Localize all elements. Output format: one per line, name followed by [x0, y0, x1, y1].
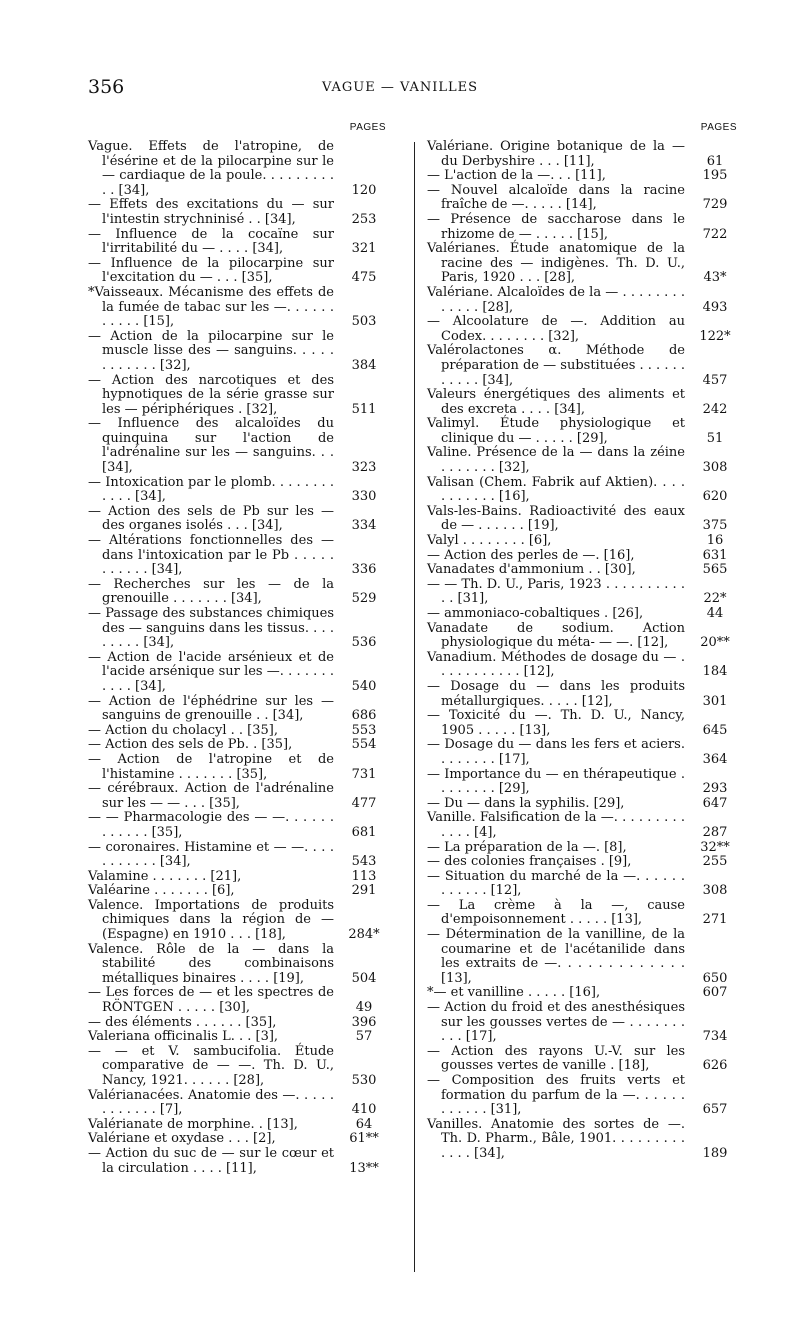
- entry-page-number: 44: [706, 606, 724, 621]
- entry-page-number: 734: [702, 1029, 728, 1045]
- entry-text: Valéarine . . . . . . . [6],: [88, 883, 235, 899]
- entry-page-number: 113: [351, 868, 377, 884]
- entry-page-number: 511: [351, 401, 377, 417]
- index-entry: [88, 884, 386, 899]
- entry-page-number: 475: [351, 270, 377, 286]
- index-entry: [427, 286, 737, 315]
- entry-text: — Effets des excitations du — sur l'intestin strychninisé . . [34],: [88, 197, 334, 227]
- entry-text: — Du — dans la syphilis. [29],: [427, 795, 625, 811]
- entry-text: — cérébraux. Action de l'adrénaline sur les — — . . . [35],: [88, 781, 334, 811]
- index-entry: [88, 1132, 386, 1147]
- entry-page-number: 722: [702, 226, 728, 242]
- entry-page-number: 410: [351, 1102, 377, 1118]
- entry-list-right: [427, 140, 737, 1162]
- index-entry: [88, 578, 386, 607]
- index-entry: [427, 563, 737, 578]
- entry-text: — Action de l'acide arsénieux et de l'acide arsénique sur les —. . . . . . . . . . . [34],: [88, 649, 334, 694]
- entry-text: — Influence des alcaloïdes du quinquina sur l'action de l'adrénaline sur les — sanguins. . . [34],: [88, 416, 334, 476]
- running-title: VAGUE — VANILLES: [321, 80, 479, 95]
- entry-text: — Passage des substances chimiques des — sanguins dans les tissus. . . . . . . . . [34],: [88, 606, 334, 651]
- index-entry: [88, 899, 386, 943]
- index-entry: [88, 986, 386, 1015]
- index-entry: [88, 695, 386, 724]
- entry-text: Valamine . . . . . . . [21],: [88, 868, 242, 884]
- index-entry: [427, 841, 737, 856]
- entry-page-number: 308: [702, 460, 728, 476]
- index-entry: [427, 534, 737, 549]
- entry-page-number: 650: [702, 970, 728, 986]
- pages-label: PAGES: [700, 122, 737, 133]
- entry-page-number: 330: [351, 489, 377, 505]
- index-entry: [88, 1147, 386, 1176]
- index-entry: [88, 257, 386, 286]
- entry-text: — des éléments . . . . . . [35],: [88, 1014, 277, 1030]
- index-entry: [88, 1118, 386, 1133]
- entry-page-number: 195: [702, 168, 728, 184]
- entry-text: Valence. Rôle de la — dans la stabilité des combinaisons métalliques binaires . . . . [19],: [88, 941, 334, 986]
- index-entry: [427, 476, 737, 505]
- entry-text: Vals-les-Bains. Radioactivité des eaux de — . . . . . . [19],: [427, 503, 685, 534]
- entry-text: — Action de la pilocarpine sur le muscle lisse des — sanguins. . . . . . . . . . . . [32],: [88, 328, 334, 373]
- entry-page-number: 293: [702, 781, 728, 797]
- entry-text: — Altérations fonctionnelles des — dans l'intoxication par le Pb . . . . . . . . . . . [34],: [88, 533, 334, 578]
- index-entry: [427, 549, 737, 564]
- entry-page-number: 375: [702, 518, 728, 534]
- entry-page-number: 565: [702, 562, 728, 578]
- entry-text: — — Th. D. U., Paris, 1923 . . . . . . . . . . . . [31],: [427, 576, 685, 607]
- index-entry: [88, 198, 386, 227]
- index-entry: [88, 140, 386, 198]
- entry-page-number: 657: [702, 1102, 728, 1118]
- pages-label: PAGES: [349, 122, 386, 133]
- index-entry: [427, 607, 737, 622]
- entry-page-number: 22*: [703, 591, 727, 607]
- entry-page-number: 493: [702, 299, 728, 315]
- index-entry: [88, 870, 386, 885]
- index-entry: [427, 928, 737, 986]
- entry-text: Valeriana officinalis L. . . [3],: [88, 1029, 279, 1045]
- entry-text: — Toxicité du —. Th. D. U., Nancy, 1905 . . . . . [13],: [427, 708, 685, 738]
- entry-text: — Intoxication par le plomb. . . . . . . . . . . . [34],: [88, 474, 334, 505]
- entry-text: Valisan (Chem. Fabrik auf Aktien). . . . . . . . . . . [16],: [427, 474, 685, 505]
- entry-text: — Importance du — en thérapeutique . . . . . . . . [29],: [427, 766, 685, 797]
- index-entry: [88, 724, 386, 739]
- entry-text: Valérolactones α. Méthode de préparation de — substituées . . . . . . . . . . . [34],: [427, 343, 685, 388]
- index-column-right: [427, 122, 737, 1162]
- entry-page-number: 32**: [700, 839, 730, 855]
- entry-page-number: 530: [351, 1073, 377, 1088]
- entry-text: — Action des sels de Pb sur les — des organes isolés . . . [34],: [88, 503, 334, 534]
- index-entry: [427, 417, 737, 446]
- entry-page-number: 284*: [348, 927, 380, 943]
- index-entry: [427, 986, 737, 1001]
- entry-page-number: 336: [351, 562, 377, 578]
- entry-text: *— et vanilline . . . . . [16],: [427, 985, 601, 1001]
- index-entry: [88, 607, 386, 651]
- entry-page-number: 308: [702, 883, 728, 899]
- entry-text: — Action des rayons U.-V. sur les gousses vertes de vanille . [18],: [427, 1043, 685, 1074]
- entry-text: — La préparation de la —. [8],: [427, 839, 627, 855]
- entry-page-number: 554: [351, 737, 377, 753]
- entry-text: Valériane. Alcaloïdes de la — . . . . . . . . . . . . . [28],: [427, 284, 685, 315]
- index-entry: [88, 1030, 386, 1045]
- entry-text: — Action de l'atropine et de l'histamine . . . . . . . [35],: [88, 751, 334, 782]
- column-divider: [414, 142, 415, 1272]
- index-entry: [88, 228, 386, 257]
- entry-text: — L'action de la —. . . [11],: [427, 168, 606, 184]
- index-entry: [427, 811, 737, 840]
- entry-page-number: 271: [702, 912, 728, 928]
- index-entry: [88, 811, 386, 840]
- entry-list-left: [88, 140, 386, 1176]
- entry-page-number: 49: [355, 1000, 373, 1016]
- entry-page-number: 620: [702, 489, 728, 505]
- entry-text: — des colonies françaises . [9],: [427, 854, 632, 870]
- entry-text: — Dosage du — dans les fers et aciers. . . . . . . . [17],: [427, 737, 685, 767]
- entry-page-number: 184: [702, 664, 728, 680]
- entry-page-number: 384: [351, 357, 377, 373]
- entry-text: — Action du cholacyl . . [35],: [88, 722, 278, 738]
- index-entry: [427, 768, 737, 797]
- index-entry: [88, 534, 386, 578]
- entry-text: — Influence de la pilocarpine sur l'excitation du — . . . [35],: [88, 255, 334, 286]
- index-entry: [427, 242, 737, 286]
- entry-text: Valérianacées. Anatomie des —. . . . . . . . . . . . [7],: [88, 1087, 334, 1118]
- entry-text: — Dosage du — dans les produits métallurgiques. . . . . [12],: [427, 678, 685, 709]
- entry-page-number: 647: [702, 795, 728, 811]
- index-entry: [427, 709, 737, 738]
- entry-page-number: 301: [702, 693, 728, 709]
- index-entry: [427, 505, 737, 534]
- index-entry: [427, 578, 737, 607]
- entry-text: — Action du suc de — sur le cœur et la circulation . . . . [11],: [88, 1145, 334, 1176]
- entry-text: — La crème à la —, cause d'empoisonnement . . . . . [13],: [427, 897, 685, 928]
- entry-page-number: 529: [351, 591, 377, 607]
- entry-text: Valérianate de morphine. . [13],: [88, 1116, 298, 1132]
- entry-text: Vague. Effets de l'atropine, de l'ésérine et de la pilocarpine sur le — cardiaque de la poule. . . . . . . . . . . [34],: [88, 139, 334, 198]
- entry-page-number: 553: [351, 722, 377, 738]
- entry-page-number: 364: [702, 751, 728, 767]
- entry-page-number: 321: [351, 241, 377, 257]
- entry-page-number: 51: [706, 430, 724, 446]
- index-entry: [88, 1045, 386, 1089]
- index-entry: [427, 315, 737, 344]
- entry-text: Vanadates d'ammonium . . [30],: [427, 562, 636, 578]
- entry-page-number: 645: [702, 722, 728, 738]
- index-entry: [88, 1089, 386, 1118]
- entry-page-number: 20**: [700, 635, 730, 651]
- index-entry: [88, 753, 386, 782]
- entry-page-number: 503: [351, 314, 377, 330]
- entry-text: *Vaisseaux. Mécanisme des effets de la fumée de tabac sur les —. . . . . . . . . . . [15],: [88, 284, 334, 330]
- entry-text: — coronaires. Histamine et — —. . . . . . . . . . . [34],: [88, 839, 334, 870]
- page-number: 356: [88, 76, 125, 98]
- entry-page-number: 64: [355, 1116, 373, 1132]
- entry-page-number: 189: [702, 1145, 728, 1161]
- entry-text: — Action des sels de Pb. . [35],: [88, 737, 293, 753]
- entry-page-number: 504: [351, 970, 377, 986]
- entry-text: — Nouvel alcaloïde dans la racine fraîche de —. . . . . [14],: [427, 182, 685, 213]
- index-entry: [427, 1001, 737, 1045]
- index-entry: [88, 943, 386, 987]
- entry-text: — Alcoolature de —. Addition au Codex. . . . . . . . [32],: [427, 314, 685, 344]
- entry-page-number: 61**: [349, 1131, 379, 1147]
- entry-page-number: 57: [355, 1029, 373, 1045]
- entry-page-number: 334: [351, 518, 377, 534]
- index-entry: [88, 651, 386, 695]
- entry-text: Vanadium. Méthodes de dosage du — . . . . . . . . . . . [12],: [427, 649, 685, 680]
- entry-text: — Action du froid et des anesthésiques sur les gousses vertes de — . . . . . . . . . . [17],: [427, 1000, 685, 1045]
- entry-page-number: 323: [351, 460, 377, 476]
- entry-page-number: 729: [702, 197, 728, 213]
- entry-page-number: 13**: [349, 1160, 379, 1176]
- index-entry: [88, 374, 386, 418]
- index-entry: [88, 841, 386, 870]
- entry-page-number: 43*: [703, 270, 727, 286]
- entry-text: Valérianes. Étude anatomique de la racine des — indigènes. Th. D. U., Paris, 1920 . . . [28],: [427, 241, 685, 286]
- entry-text: Valyl . . . . . . . . [6],: [427, 533, 552, 549]
- entry-page-number: 631: [702, 547, 728, 563]
- entry-text: — Influence de la cocaïne sur l'irritabilité du — . . . . [34],: [88, 226, 334, 257]
- index-entry: [88, 286, 386, 330]
- index-entry: [427, 899, 737, 928]
- column-header-right: [427, 122, 737, 140]
- entry-text: — Composition des fruits verts et formation du parfum de la —. . . . . . . . . . . . [31],: [427, 1073, 685, 1118]
- index-entry: [427, 680, 737, 709]
- entry-text: — — et V. sambucifolia. Étude comparative de — —. Th. D. U., Nancy, 1921. . . . . . [28],: [88, 1043, 334, 1088]
- index-entry: [427, 213, 737, 242]
- index-column-left: [88, 122, 386, 1176]
- index-entry: [427, 797, 737, 812]
- index-entry: [427, 738, 737, 767]
- index-entry: [427, 1045, 737, 1074]
- page-header: [0, 76, 800, 100]
- entry-text: — Présence de saccharose dans le rhizome de — . . . . . [15],: [427, 211, 685, 242]
- entry-page-number: 457: [702, 372, 728, 388]
- entry-page-number: 287: [702, 824, 728, 840]
- entry-text: Vanille. Falsification de la —. . . . . . . . . . . . . [4],: [427, 810, 685, 840]
- index-entry: [427, 140, 737, 169]
- entry-page-number: 536: [351, 635, 377, 651]
- index-entry: [88, 738, 386, 753]
- entry-page-number: 61: [706, 153, 724, 169]
- entry-text: Valeurs énergétiques des aliments et des excreta . . . . [34],: [427, 387, 685, 417]
- index-entry: [88, 782, 386, 811]
- entry-page-number: 686: [351, 708, 377, 724]
- entry-text: Valence. Importations de produits chimiques dans la région de — (Espagne) en 1910 . . . [18],: [88, 897, 334, 943]
- index-entry: [88, 476, 386, 505]
- index-entry: [427, 446, 737, 475]
- entry-page-number: 291: [351, 883, 377, 899]
- index-entry: [427, 184, 737, 213]
- index-entry: [427, 651, 737, 680]
- entry-text: Valériane. Origine botanique de la — du Derbyshire . . . [11],: [427, 139, 685, 169]
- index-entry: [88, 1016, 386, 1031]
- entry-page-number: 731: [351, 766, 377, 782]
- column-header-left: [88, 122, 386, 140]
- entry-page-number: 122*: [699, 328, 731, 344]
- entry-text: Valériane et oxydase . . . [2],: [88, 1131, 276, 1147]
- entry-page-number: 255: [702, 854, 728, 870]
- index-entry: [427, 870, 737, 899]
- entry-text: Vanadate de sodium. Action physiologique du méta- — —. [12],: [427, 620, 685, 651]
- entry-page-number: 626: [702, 1058, 728, 1074]
- entry-text: — Les forces de — et les spectres de RÖNTGEN . . . . . [30],: [88, 985, 334, 1016]
- entry-text: — Action des perles de —. [16],: [427, 547, 635, 563]
- entry-page-number: 242: [702, 401, 728, 417]
- entry-page-number: 120: [351, 182, 377, 198]
- index-entry: [88, 330, 386, 374]
- entry-text: Vanilles. Anatomie des sortes de —. Th. D. Pharm., Bâle, 1901. . . . . . . . . . . . . [34],: [427, 1116, 685, 1161]
- entry-text: — Détermination de la vanilline, de la coumarine et de l'acétanilide dans les extraits de —. . . . . . . . . . . . . [13],: [427, 927, 685, 986]
- entry-text: — — Pharmacologie des — —. . . . . . . . . . . . [35],: [88, 810, 334, 840]
- entry-text: — Action de l'éphédrine sur les — sanguins de grenouille . . [34],: [88, 693, 334, 724]
- entry-page-number: 253: [351, 211, 377, 227]
- index-entry: [427, 1118, 737, 1162]
- entry-page-number: 477: [351, 795, 377, 811]
- index-entry: [427, 1074, 737, 1118]
- index-entry: [88, 505, 386, 534]
- entry-page-number: 396: [351, 1014, 377, 1030]
- index-entry: [427, 344, 737, 388]
- entry-text: — Situation du marché de la —. . . . . . . . . . . . [12],: [427, 868, 685, 899]
- entry-text: — Recherches sur les — de la grenouille . . . . . . . [34],: [88, 576, 334, 607]
- index-entry: [427, 388, 737, 417]
- index-entry: [427, 855, 737, 870]
- entry-page-number: 543: [351, 854, 377, 870]
- entry-text: Valimyl. Étude physiologique et clinique du — . . . . . [29],: [427, 416, 685, 446]
- entry-page-number: 607: [702, 985, 728, 1001]
- entry-text: — Action des narcotiques et des hypnotiques de la série grasse sur les — périphériques . [32],: [88, 372, 334, 417]
- entry-page-number: 16: [706, 533, 724, 549]
- entry-page-number: 681: [351, 824, 377, 840]
- index-entry: [427, 169, 737, 184]
- entry-text: — ammoniaco-cobaltiques . [26],: [427, 606, 644, 621]
- entry-text: Valine. Présence de la — dans la zéine . . . . . . . [32],: [427, 445, 685, 476]
- index-entry: [88, 417, 386, 475]
- entry-page-number: 540: [351, 678, 377, 694]
- index-entry: [427, 622, 737, 651]
